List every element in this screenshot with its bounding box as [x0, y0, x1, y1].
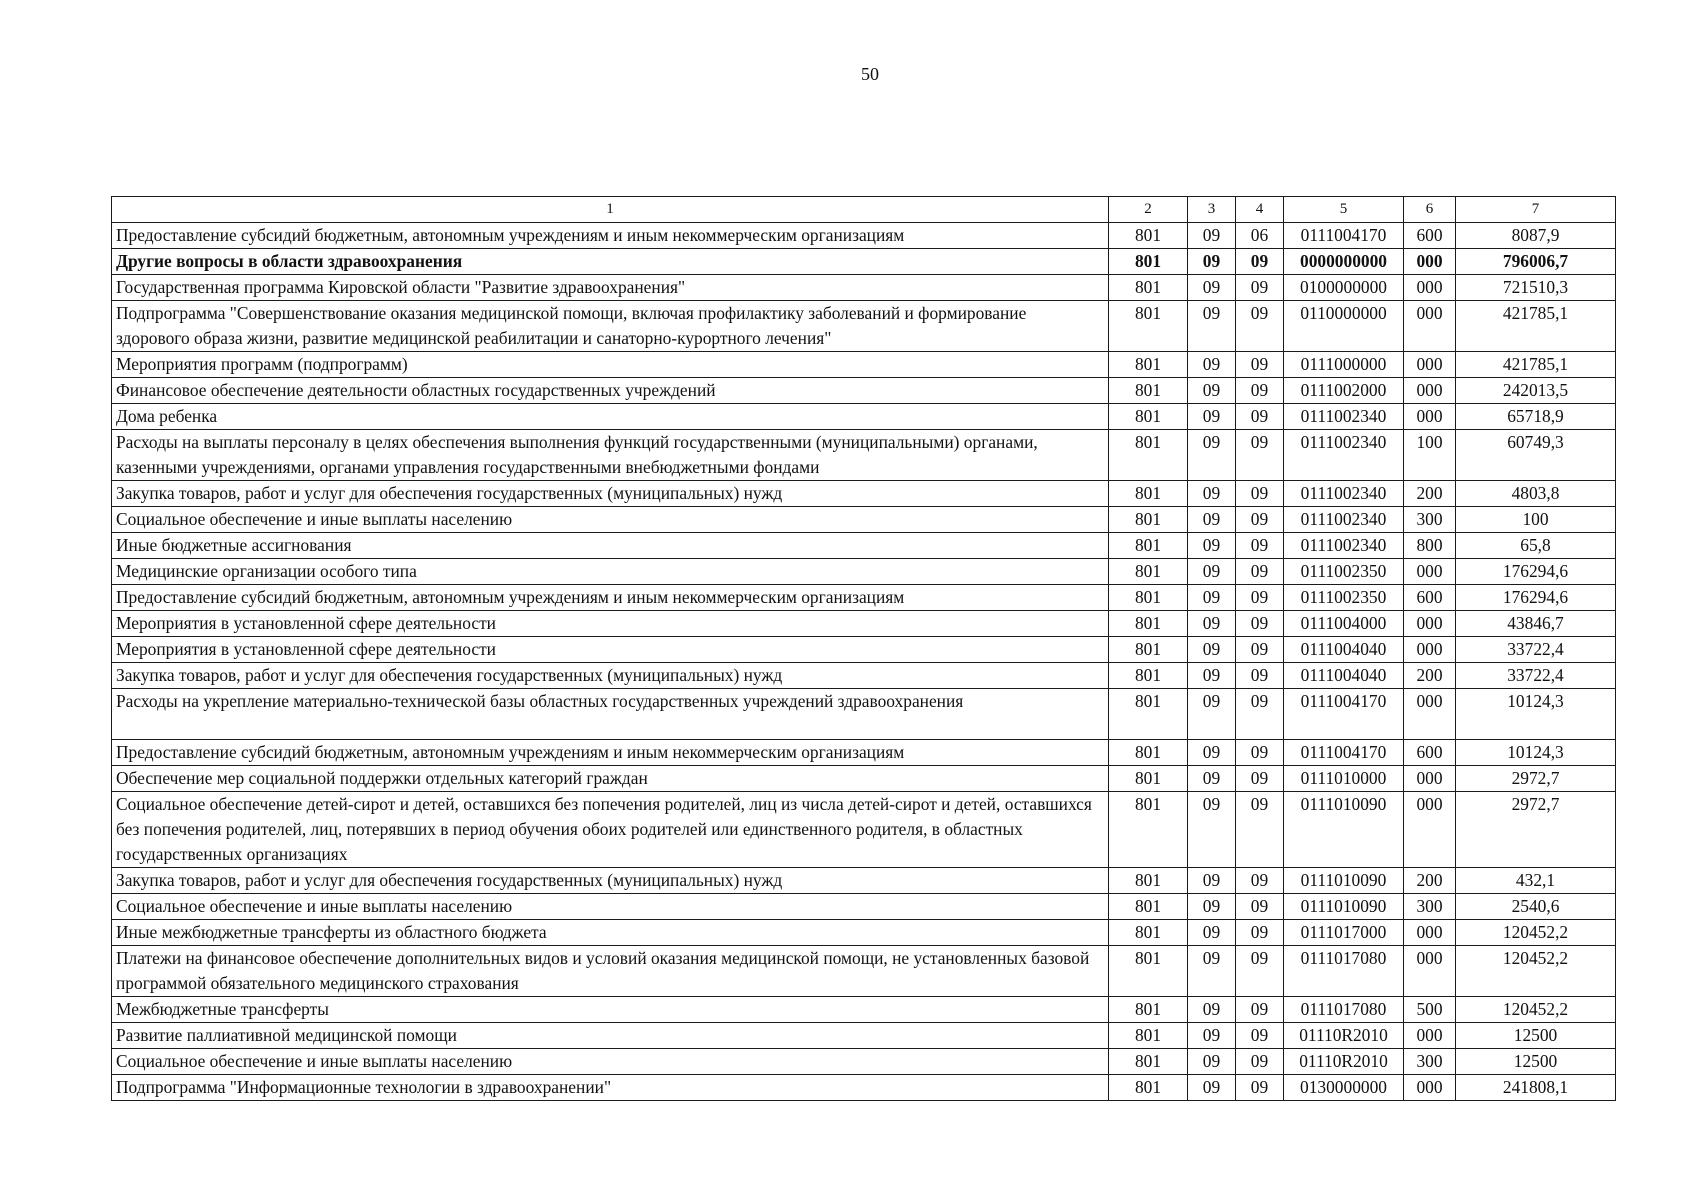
row-amount-cell: 12500	[1456, 1049, 1616, 1075]
row-expense-type-cell: 200	[1404, 868, 1456, 894]
row-target-article-cell: 01110R2010	[1284, 1049, 1404, 1075]
row-target-article-cell: 0111004170	[1284, 223, 1404, 249]
column-header: 6	[1404, 197, 1456, 223]
row-amount-cell: 120452,2	[1456, 946, 1616, 997]
row-section-cell: 09	[1188, 766, 1236, 792]
table-row	[112, 766, 1616, 792]
row-expense-type-cell: 000	[1404, 1023, 1456, 1049]
row-expense-type-cell: 300	[1404, 507, 1456, 533]
row-amount-cell: 421785,1	[1456, 352, 1616, 378]
row-name-cell: Расходы на укрепление материально-технической базы областных государственных учреждений здравоохранения	[112, 689, 1109, 740]
row-code-cell: 801	[1109, 404, 1188, 430]
row-section-cell: 09	[1188, 352, 1236, 378]
row-target-article-cell: 0111010000	[1284, 766, 1404, 792]
row-subsection-cell: 09	[1236, 689, 1284, 740]
row-target-article-cell: 0111004170	[1284, 740, 1404, 766]
row-section-cell: 09	[1188, 275, 1236, 301]
column-header: 4	[1236, 197, 1284, 223]
row-subsection-cell: 09	[1236, 249, 1284, 275]
row-subsection-cell: 09	[1236, 1075, 1284, 1101]
table-row	[112, 1049, 1616, 1075]
row-target-article-cell: 0111010090	[1284, 894, 1404, 920]
row-target-article-cell: 0111004040	[1284, 637, 1404, 663]
row-amount-cell: 721510,3	[1456, 275, 1616, 301]
row-code-cell: 801	[1109, 920, 1188, 946]
row-section-cell: 09	[1188, 637, 1236, 663]
table-row	[112, 997, 1616, 1023]
row-code-cell: 801	[1109, 223, 1188, 249]
row-code-cell: 801	[1109, 637, 1188, 663]
table-row	[112, 894, 1616, 920]
row-expense-type-cell: 800	[1404, 533, 1456, 559]
row-subsection-cell: 09	[1236, 352, 1284, 378]
row-target-article-cell: 0000000000	[1284, 249, 1404, 275]
row-amount-cell: 2972,7	[1456, 792, 1616, 868]
row-code-cell: 801	[1109, 997, 1188, 1023]
row-name-cell: Мероприятия в установленной сфере деятельности	[112, 611, 1109, 637]
row-code-cell: 801	[1109, 611, 1188, 637]
row-code-cell: 801	[1109, 481, 1188, 507]
table-row	[112, 275, 1616, 301]
row-amount-cell: 10124,3	[1456, 740, 1616, 766]
row-subsection-cell: 09	[1236, 559, 1284, 585]
row-section-cell: 09	[1188, 481, 1236, 507]
table-row	[112, 946, 1616, 997]
row-amount-cell: 8087,9	[1456, 223, 1616, 249]
row-section-cell: 09	[1188, 792, 1236, 868]
row-code-cell: 801	[1109, 792, 1188, 868]
row-name-cell: Государственная программа Кировской области "Развитие здравоохранения"	[112, 275, 1109, 301]
row-expense-type-cell: 000	[1404, 766, 1456, 792]
row-name-cell: Подпрограмма "Совершенствование оказания медицинской помощи, включая профилактику заболеваний и формирование здорового образа жизни, развитие медицинской реабилитации и санаторно-курортного лечения"	[112, 301, 1109, 352]
row-section-cell: 09	[1188, 1075, 1236, 1101]
row-section-cell: 09	[1188, 740, 1236, 766]
row-target-article-cell: 0111002350	[1284, 585, 1404, 611]
row-amount-cell: 176294,6	[1456, 585, 1616, 611]
row-subsection-cell: 09	[1236, 275, 1284, 301]
row-subsection-cell: 09	[1236, 1023, 1284, 1049]
row-section-cell: 09	[1188, 301, 1236, 352]
row-name-cell: Обеспечение мер социальной поддержки отдельных категорий граждан	[112, 766, 1109, 792]
budget-table	[111, 196, 1616, 1101]
column-header: 1	[112, 197, 1109, 223]
row-section-cell: 09	[1188, 507, 1236, 533]
row-subsection-cell: 09	[1236, 663, 1284, 689]
row-expense-type-cell: 000	[1404, 249, 1456, 275]
row-expense-type-cell: 000	[1404, 1075, 1456, 1101]
row-name-cell: Другие вопросы в области здравоохранения	[112, 249, 1109, 275]
table-row	[112, 481, 1616, 507]
row-section-cell: 09	[1188, 894, 1236, 920]
row-amount-cell: 100	[1456, 507, 1616, 533]
row-amount-cell: 432,1	[1456, 868, 1616, 894]
row-subsection-cell: 09	[1236, 301, 1284, 352]
table-row	[112, 637, 1616, 663]
row-name-cell: Социальное обеспечение и иные выплаты населению	[112, 1049, 1109, 1075]
row-target-article-cell: 0111002340	[1284, 481, 1404, 507]
column-header: 7	[1456, 197, 1616, 223]
table-row	[112, 611, 1616, 637]
row-expense-type-cell: 500	[1404, 997, 1456, 1023]
row-name-cell: Закупка товаров, работ и услуг для обеспечения государственных (муниципальных) нужд	[112, 481, 1109, 507]
row-target-article-cell: 0111000000	[1284, 352, 1404, 378]
row-expense-type-cell: 600	[1404, 740, 1456, 766]
row-target-article-cell: 0111002340	[1284, 404, 1404, 430]
row-amount-cell: 120452,2	[1456, 920, 1616, 946]
row-amount-cell: 33722,4	[1456, 637, 1616, 663]
table-row	[112, 1075, 1616, 1101]
row-code-cell: 801	[1109, 1049, 1188, 1075]
table-row	[112, 868, 1616, 894]
row-name-cell: Финансовое обеспечение деятельности областных государственных учреждений	[112, 378, 1109, 404]
row-section-cell: 09	[1188, 946, 1236, 997]
row-expense-type-cell: 000	[1404, 611, 1456, 637]
row-target-article-cell: 0111017000	[1284, 920, 1404, 946]
row-section-cell: 09	[1188, 378, 1236, 404]
row-subsection-cell: 09	[1236, 946, 1284, 997]
row-section-cell: 09	[1188, 223, 1236, 249]
row-target-article-cell: 0110000000	[1284, 301, 1404, 352]
row-target-article-cell: 0100000000	[1284, 275, 1404, 301]
row-section-cell: 09	[1188, 430, 1236, 481]
row-expense-type-cell: 000	[1404, 792, 1456, 868]
row-subsection-cell: 09	[1236, 611, 1284, 637]
row-subsection-cell: 09	[1236, 481, 1284, 507]
row-name-cell: Социальное обеспечение детей-сирот и детей, оставшихся без попечения родителей, лиц из числа детей-сирот и детей, оставшихся без попечения родителей, лиц, потерявших в период обучения обоих родителей или единственного родителя, в областных государственных организациях	[112, 792, 1109, 868]
row-code-cell: 801	[1109, 894, 1188, 920]
row-code-cell: 801	[1109, 533, 1188, 559]
row-target-article-cell: 0111010090	[1284, 792, 1404, 868]
row-expense-type-cell: 000	[1404, 301, 1456, 352]
row-subsection-cell: 09	[1236, 533, 1284, 559]
row-name-cell: Предоставление субсидий бюджетным, автономным учреждениям и иным некоммерческим организациям	[112, 223, 1109, 249]
row-code-cell: 801	[1109, 766, 1188, 792]
row-code-cell: 801	[1109, 1023, 1188, 1049]
column-header: 2	[1109, 197, 1188, 223]
row-code-cell: 801	[1109, 689, 1188, 740]
row-section-cell: 09	[1188, 404, 1236, 430]
row-subsection-cell: 09	[1236, 430, 1284, 481]
row-target-article-cell: 01110R2010	[1284, 1023, 1404, 1049]
column-header: 5	[1284, 197, 1404, 223]
row-name-cell: Мероприятия программ (подпрограмм)	[112, 352, 1109, 378]
row-target-article-cell: 0111017080	[1284, 946, 1404, 997]
budget-table-container	[111, 196, 1615, 1101]
row-subsection-cell: 09	[1236, 766, 1284, 792]
row-name-cell: Развитие паллиативной медицинской помощи	[112, 1023, 1109, 1049]
row-amount-cell: 796006,7	[1456, 249, 1616, 275]
row-expense-type-cell: 600	[1404, 585, 1456, 611]
table-row	[112, 689, 1616, 740]
row-name-cell: Закупка товаров, работ и услуг для обеспечения государственных (муниципальных) нужд	[112, 663, 1109, 689]
row-amount-cell: 12500	[1456, 1023, 1616, 1049]
row-section-cell: 09	[1188, 611, 1236, 637]
row-subsection-cell: 06	[1236, 223, 1284, 249]
row-code-cell: 801	[1109, 430, 1188, 481]
row-name-cell: Межбюджетные трансферты	[112, 997, 1109, 1023]
row-expense-type-cell: 200	[1404, 663, 1456, 689]
row-amount-cell: 4803,8	[1456, 481, 1616, 507]
row-amount-cell: 60749,3	[1456, 430, 1616, 481]
row-subsection-cell: 09	[1236, 585, 1284, 611]
row-expense-type-cell: 000	[1404, 352, 1456, 378]
row-section-cell: 09	[1188, 1049, 1236, 1075]
table-row	[112, 533, 1616, 559]
row-amount-cell: 176294,6	[1456, 559, 1616, 585]
row-expense-type-cell: 300	[1404, 1049, 1456, 1075]
table-row	[112, 301, 1616, 352]
table-row	[112, 404, 1616, 430]
row-amount-cell: 120452,2	[1456, 997, 1616, 1023]
row-subsection-cell: 09	[1236, 378, 1284, 404]
row-target-article-cell: 0111002000	[1284, 378, 1404, 404]
row-section-cell: 09	[1188, 997, 1236, 1023]
row-code-cell: 801	[1109, 740, 1188, 766]
row-target-article-cell: 0111004170	[1284, 689, 1404, 740]
row-target-article-cell: 0111002350	[1284, 559, 1404, 585]
row-target-article-cell: 0111002340	[1284, 430, 1404, 481]
row-name-cell: Закупка товаров, работ и услуг для обеспечения государственных (муниципальных) нужд	[112, 868, 1109, 894]
row-name-cell: Иные межбюджетные трансферты из областного бюджета	[112, 920, 1109, 946]
page-number: 50	[861, 64, 879, 84]
row-expense-type-cell: 000	[1404, 946, 1456, 997]
row-expense-type-cell: 200	[1404, 481, 1456, 507]
row-subsection-cell: 09	[1236, 997, 1284, 1023]
row-amount-cell: 2972,7	[1456, 766, 1616, 792]
row-expense-type-cell: 000	[1404, 378, 1456, 404]
row-target-article-cell: 0130000000	[1284, 1075, 1404, 1101]
table-row	[112, 1023, 1616, 1049]
row-name-cell: Платежи на финансовое обеспечение дополнительных видов и условий оказания медицинской помощи, не установленных базовой программой обязательного медицинского страхования	[112, 946, 1109, 997]
row-subsection-cell: 09	[1236, 507, 1284, 533]
table-row	[112, 352, 1616, 378]
row-section-cell: 09	[1188, 585, 1236, 611]
column-header: 3	[1188, 197, 1236, 223]
table-row	[112, 430, 1616, 481]
row-name-cell: Медицинские организации особого типа	[112, 559, 1109, 585]
row-target-article-cell: 0111002340	[1284, 507, 1404, 533]
row-name-cell: Иные бюджетные ассигнования	[112, 533, 1109, 559]
row-name-cell: Мероприятия в установленной сфере деятельности	[112, 637, 1109, 663]
row-code-cell: 801	[1109, 663, 1188, 689]
table-row	[112, 792, 1616, 868]
row-expense-type-cell: 000	[1404, 637, 1456, 663]
row-subsection-cell: 09	[1236, 792, 1284, 868]
row-target-article-cell: 0111002340	[1284, 533, 1404, 559]
row-target-article-cell: 0111004040	[1284, 663, 1404, 689]
row-name-cell: Расходы на выплаты персоналу в целях обеспечения выполнения функций государственными (муниципальными) органами, казенными учреждениями, органами управления государственными внебюджетными фондами	[112, 430, 1109, 481]
row-expense-type-cell: 000	[1404, 559, 1456, 585]
table-row	[112, 663, 1616, 689]
row-expense-type-cell: 000	[1404, 689, 1456, 740]
row-section-cell: 09	[1188, 533, 1236, 559]
row-expense-type-cell: 000	[1404, 275, 1456, 301]
row-subsection-cell: 09	[1236, 868, 1284, 894]
row-code-cell: 801	[1109, 585, 1188, 611]
row-code-cell: 801	[1109, 275, 1188, 301]
row-code-cell: 801	[1109, 946, 1188, 997]
row-expense-type-cell: 000	[1404, 920, 1456, 946]
row-expense-type-cell: 300	[1404, 894, 1456, 920]
row-section-cell: 09	[1188, 1023, 1236, 1049]
row-target-article-cell: 0111017080	[1284, 997, 1404, 1023]
row-target-article-cell: 0111010090	[1284, 868, 1404, 894]
row-code-cell: 801	[1109, 301, 1188, 352]
row-code-cell: 801	[1109, 249, 1188, 275]
table-row	[112, 507, 1616, 533]
row-subsection-cell: 09	[1236, 740, 1284, 766]
table-header-row	[112, 197, 1616, 223]
row-name-cell: Социальное обеспечение и иные выплаты населению	[112, 507, 1109, 533]
row-subsection-cell: 09	[1236, 1049, 1284, 1075]
row-code-cell: 801	[1109, 507, 1188, 533]
row-section-cell: 09	[1188, 663, 1236, 689]
row-amount-cell: 10124,3	[1456, 689, 1616, 740]
row-section-cell: 09	[1188, 868, 1236, 894]
table-body	[112, 197, 1616, 1101]
row-expense-type-cell: 600	[1404, 223, 1456, 249]
row-amount-cell: 65718,9	[1456, 404, 1616, 430]
row-name-cell: Социальное обеспечение и иные выплаты населению	[112, 894, 1109, 920]
row-subsection-cell: 09	[1236, 637, 1284, 663]
table-row	[112, 249, 1616, 275]
row-target-article-cell: 0111004000	[1284, 611, 1404, 637]
row-code-cell: 801	[1109, 352, 1188, 378]
row-section-cell: 09	[1188, 559, 1236, 585]
row-code-cell: 801	[1109, 559, 1188, 585]
row-name-cell: Подпрограмма "Информационные технологии в здравоохранении"	[112, 1075, 1109, 1101]
row-amount-cell: 33722,4	[1456, 663, 1616, 689]
table-row	[112, 740, 1616, 766]
row-subsection-cell: 09	[1236, 894, 1284, 920]
row-name-cell: Предоставление субсидий бюджетным, автономным учреждениям и иным некоммерческим организациям	[112, 585, 1109, 611]
row-expense-type-cell: 000	[1404, 404, 1456, 430]
table-row	[112, 920, 1616, 946]
row-name-cell: Дома ребенка	[112, 404, 1109, 430]
row-code-cell: 801	[1109, 378, 1188, 404]
table-row	[112, 585, 1616, 611]
table-row	[112, 223, 1616, 249]
row-subsection-cell: 09	[1236, 920, 1284, 946]
row-code-cell: 801	[1109, 868, 1188, 894]
row-amount-cell: 241808,1	[1456, 1075, 1616, 1101]
row-section-cell: 09	[1188, 249, 1236, 275]
row-amount-cell: 43846,7	[1456, 611, 1616, 637]
row-amount-cell: 65,8	[1456, 533, 1616, 559]
row-code-cell: 801	[1109, 1075, 1188, 1101]
row-section-cell: 09	[1188, 920, 1236, 946]
row-subsection-cell: 09	[1236, 404, 1284, 430]
row-expense-type-cell: 100	[1404, 430, 1456, 481]
row-name-cell: Предоставление субсидий бюджетным, автономным учреждениям и иным некоммерческим организациям	[112, 740, 1109, 766]
table-row	[112, 559, 1616, 585]
table-row	[112, 378, 1616, 404]
row-amount-cell: 421785,1	[1456, 301, 1616, 352]
row-amount-cell: 242013,5	[1456, 378, 1616, 404]
row-section-cell: 09	[1188, 689, 1236, 740]
row-amount-cell: 2540,6	[1456, 894, 1616, 920]
